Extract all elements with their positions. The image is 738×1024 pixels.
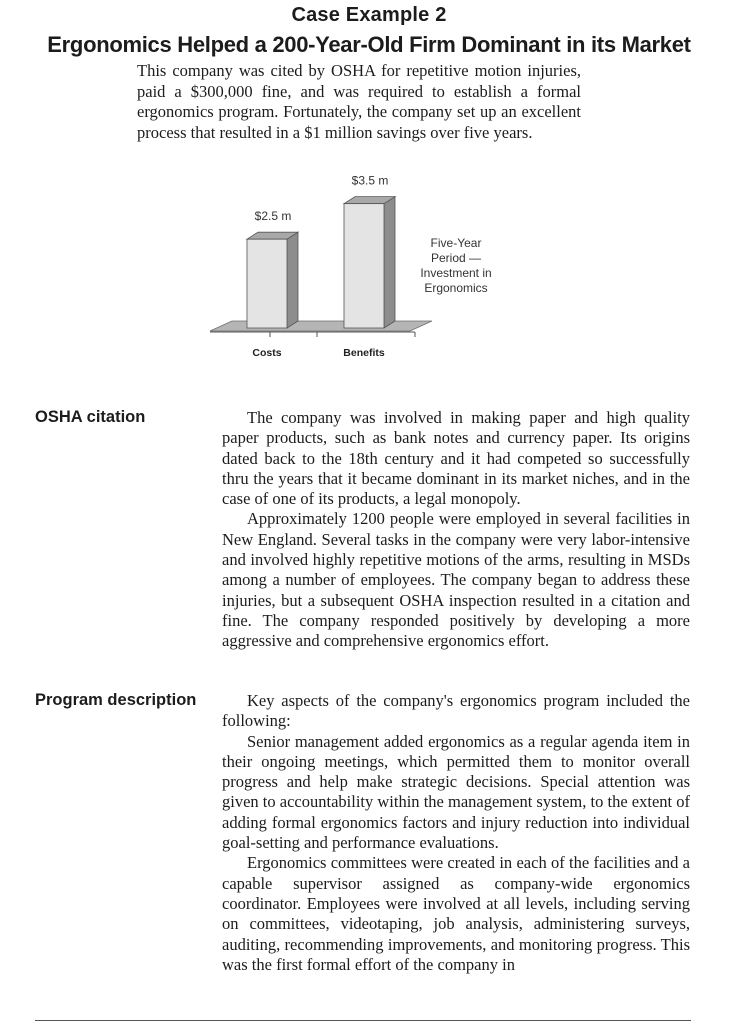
chart-note-line: Period — xyxy=(430,251,482,265)
paragraph: Key aspects of the company's ergonomics program included the following: xyxy=(222,691,690,731)
bars-group xyxy=(247,174,395,328)
chart-note-line: Investment in xyxy=(420,266,492,280)
data-label-costs: $2.5 m xyxy=(254,209,292,224)
paragraph: Ergonomics committees were created in each of the facilities and a capable supervisor assigned as company-wide ergonomics coordinator. Employees were involved at all levels, including serving on committees, videotaping, job analysis, administering surveys, auditing, recommending improvements, and monitoring progress. This was the first formal effort of the company in xyxy=(222,853,690,974)
paragraph: Senior management added ergonomics as a regular agenda item in their ongoing meetings, which permitted them to monitor overall progress and help make strategic decisions. Special attention was given to accountability within the management system, to the extent of adding formal ergonomics factors and injury reduction into individual goal-setting and performance evaluations. xyxy=(222,731,690,853)
x-tick-label-costs: Costs xyxy=(252,347,282,359)
bar-costs xyxy=(247,239,287,328)
chart-base-top xyxy=(210,321,432,331)
data-label-benefits: $3.5 m xyxy=(351,173,389,188)
section-heading-program: Program description xyxy=(35,691,197,709)
chart-note-line: Ergonomics xyxy=(424,281,488,295)
case-label: Case Example 2 xyxy=(291,4,447,26)
paragraph: The company was involved in making paper and high quality paper products, such as bank notes and currency paper. Its origins dated back to the 18th century and it had competed so successfully thru the years that it became dominant in its market niches, and in the case of one of its products, a legal monopoly. xyxy=(222,408,690,509)
bar-side-benefits xyxy=(384,197,395,328)
page-title: Ergonomics Helped a 200-Year-Old Firm Dominant in its Market xyxy=(47,32,691,57)
paragraph: Approximately 1200 people were employed in several facilities in New England. Several tasks in the company were very labor-intensive and involved highly repetitive motions of the arms, resulting in MSDs among a number of employees. The company began to address these injuries, but a subsequent OSHA inspection resulted in a citation and fine. The company responded positively by developing a more aggressive and comprehensive ergonomics effort. xyxy=(222,509,690,651)
program-section-body xyxy=(222,691,690,975)
section-heading-osha: OSHA citation xyxy=(35,408,146,426)
chart-svg xyxy=(200,165,530,370)
bar-side-costs xyxy=(287,232,298,328)
intro-paragraph: This company was cited by OSHA for repetitive motion injuries, paid a $300,000 fine, and was required to establish a formal ergonomics program. Fortunately, the company set up an excellent process that resulted in a $1 million savings over five years. xyxy=(137,61,581,142)
page-bottom-rule xyxy=(35,1020,691,1021)
bar-chart xyxy=(200,165,530,370)
osha-section-body xyxy=(222,408,690,652)
bar-benefits xyxy=(344,204,384,328)
chart-note-line: Five-Year xyxy=(430,236,482,250)
x-tick-label-benefits: Benefits xyxy=(343,347,385,359)
